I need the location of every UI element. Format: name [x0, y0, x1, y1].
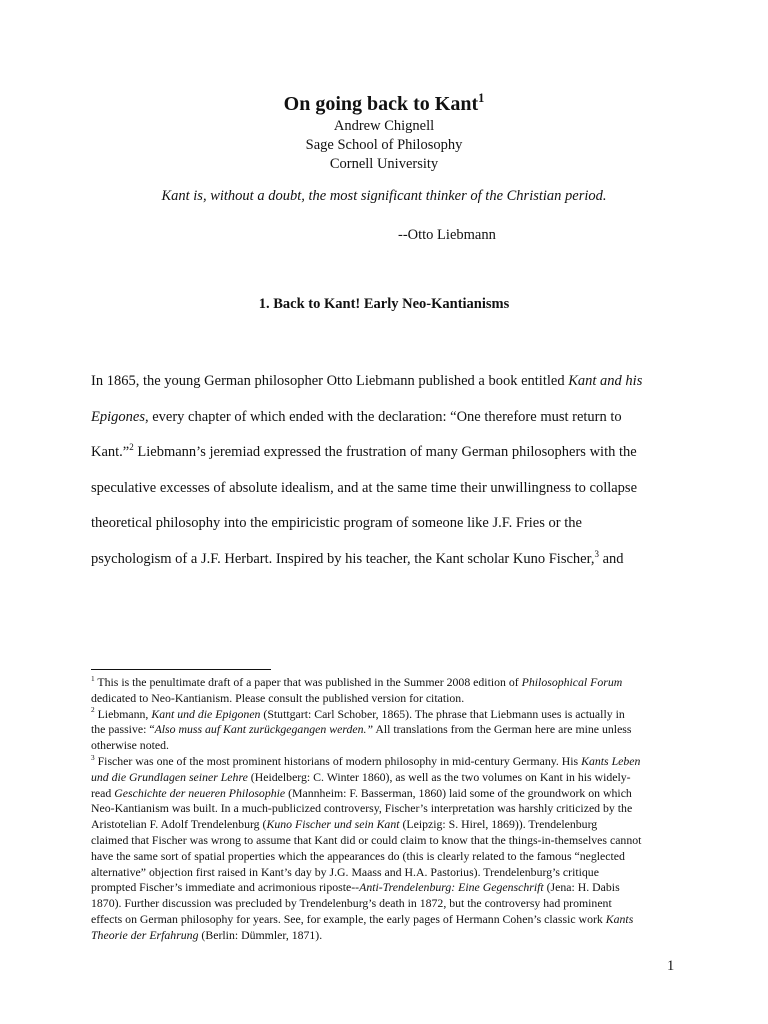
footnote-text-run: Fischer was one of the most prominent historians of modern philosophy in mid-century Germany. His [94, 753, 582, 768]
footnote-line [91, 675, 691, 691]
footnote-italic: Kants Leben [581, 753, 641, 768]
body-text-run: , every chapter of which ended with the declaration: “One therefore must return to [144, 408, 622, 425]
body-line [91, 435, 681, 471]
footnote-number-2: 2 [91, 705, 95, 715]
body-line: speculative excesses of absolute idealism, and at the same time their unwillingness to collapse [91, 479, 638, 496]
footnote-italic: Kuno Fischer und sein Kant [266, 817, 400, 832]
footnote-line: dedicated to Neo-Kantianism. Please consult the published version for citation. [91, 690, 465, 705]
footnote-line [91, 754, 691, 770]
body-paragraph [91, 364, 681, 578]
section-heading: 1. Back to Kant! Early Neo-Kantianisms [258, 296, 510, 312]
footnote-italic: Also muss auf Kant zurückgegangen werden.” [154, 722, 374, 737]
footnote-text-run: (Stuttgart: Carl Schober, 1865). The phrase that Liebmann uses is actually in [260, 706, 625, 721]
footnote-text-run: Aristotelian F. Adolf Trendelenburg ( [91, 817, 267, 832]
footnote-text-run: read [91, 785, 115, 800]
footnote-line [91, 770, 691, 786]
footnote-italic: und die Grundlagen seiner Lehre [91, 769, 248, 784]
epigraph-quote: Kant is, without a doubt, the most significant thinker of the Christian period. [161, 188, 607, 204]
footnote-text-run: prompted Fischer’s immediate and acrimonious riposte-- [91, 880, 360, 895]
paper-title [0, 92, 768, 116]
body-text-run: Kant.” [91, 444, 130, 461]
body-text-run: psychologism of a J.F. Herbart. Inspired by his teacher, the Kant scholar Kuno Fischer, [91, 550, 595, 567]
footnote-text-run: (Mannheim: F. Basserman, 1860) laid some of the groundwork on which [285, 785, 632, 800]
title-footnote-marker[interactable]: 1 [478, 90, 485, 105]
footnote-marker-2[interactable]: 2 [129, 441, 134, 452]
author-name: Andrew Chignell [333, 118, 435, 134]
body-line [91, 364, 681, 400]
author-block [0, 117, 768, 174]
footnote-line [91, 722, 691, 738]
body-line [91, 400, 681, 436]
footnote-line [91, 880, 691, 896]
footnote-text-run: (Jena: H. Dabis [543, 880, 620, 895]
footnotes [91, 675, 691, 944]
footnote-line: alternative” objection first raised in Kant’s day by J.G. Maass and H.A. Pastorius). Trendelenburg’s critique [91, 864, 599, 879]
footnote-line [91, 912, 691, 928]
footnote-line [91, 928, 691, 944]
footnote-italic: Philosophical Forum [521, 675, 623, 689]
epigraph-attribution: --Otto Liebmann [398, 227, 496, 243]
footnote-number-1: 1 [91, 673, 95, 683]
footnote-line: claimed that Fischer was wrong to assume that Kant did or could claim to know that the things-in-themselves cannot [91, 832, 642, 847]
body-text-run: In 1865, the young German philosopher Otto Liebmann published a book entitled [91, 373, 569, 389]
footnote-marker-3[interactable]: 3 [594, 548, 599, 559]
footnote-line: Neo-Kantianism was built. In a much-publicized controversy, Fischer’s interpretation was harshly criticized by the [91, 801, 633, 816]
footnote-line [91, 817, 691, 833]
footnote-text-run: This is the penultimate draft of a paper that was published in the Summer 2008 edition of [94, 675, 522, 689]
title-text: On going back to Kant [283, 93, 479, 115]
footnote-text-run: (Leipzig: S. Hirel, 1869)). Trendelenburg [399, 817, 598, 832]
body-text-run: Liebmann’s jeremiad expressed the frustration of many German philosophers with the [133, 444, 637, 461]
body-text-run: and [598, 550, 624, 567]
footnote-text-run: (Heidelberg: C. Winter 1860), as well as the two volumes on Kant in his widely- [247, 769, 631, 784]
page-number: 1 [667, 958, 675, 974]
body-line: theoretical philosophy into the empiricistic program of someone like J.F. Fries or the [91, 515, 582, 532]
footnote-separator [91, 669, 271, 670]
footnote-text-run: All translations from the German here are mine unless [373, 722, 632, 737]
footnote-text-run: the passive: “ [91, 722, 155, 737]
book-title-italic: Epigones [91, 408, 145, 425]
body-line [91, 542, 681, 578]
footnote-italic: Kants [605, 911, 634, 926]
footnote-line [91, 707, 691, 723]
footnote-italic: Kant und die Epigonen [151, 706, 261, 721]
affiliation-university: Cornell University [329, 156, 439, 172]
footnote-italic: Geschichte der neueren Philosophie [114, 785, 286, 800]
footnote-text-run: (Berlin: Dümmler, 1871). [198, 927, 323, 942]
footnote-text-run: effects on German philosophy for years. See, for example, the early pages of Hermann Cohen’s classic work [91, 911, 606, 926]
footnote-number-3: 3 [91, 752, 95, 762]
footnote-line: have the same sort of spatial properties which the appearances do (this is clearly related to the famous “neglected [91, 848, 625, 863]
footnote-italic: Anti-Trendelenburg: Eine Gegenschrift [359, 880, 544, 895]
footnote-line [91, 786, 691, 802]
footnote-italic: Theorie der Erfahrung [91, 927, 199, 942]
affiliation-school: Sage School of Philosophy [305, 137, 463, 153]
footnote-line: otherwise noted. [91, 738, 169, 753]
footnote-text-run: Liebmann, [94, 706, 152, 721]
book-title-italic: Kant and his [568, 373, 643, 389]
footnote-line: 1870). Further discussion was precluded by Trendelenburg’s death in 1872, but the controversy had prominent [91, 896, 612, 911]
